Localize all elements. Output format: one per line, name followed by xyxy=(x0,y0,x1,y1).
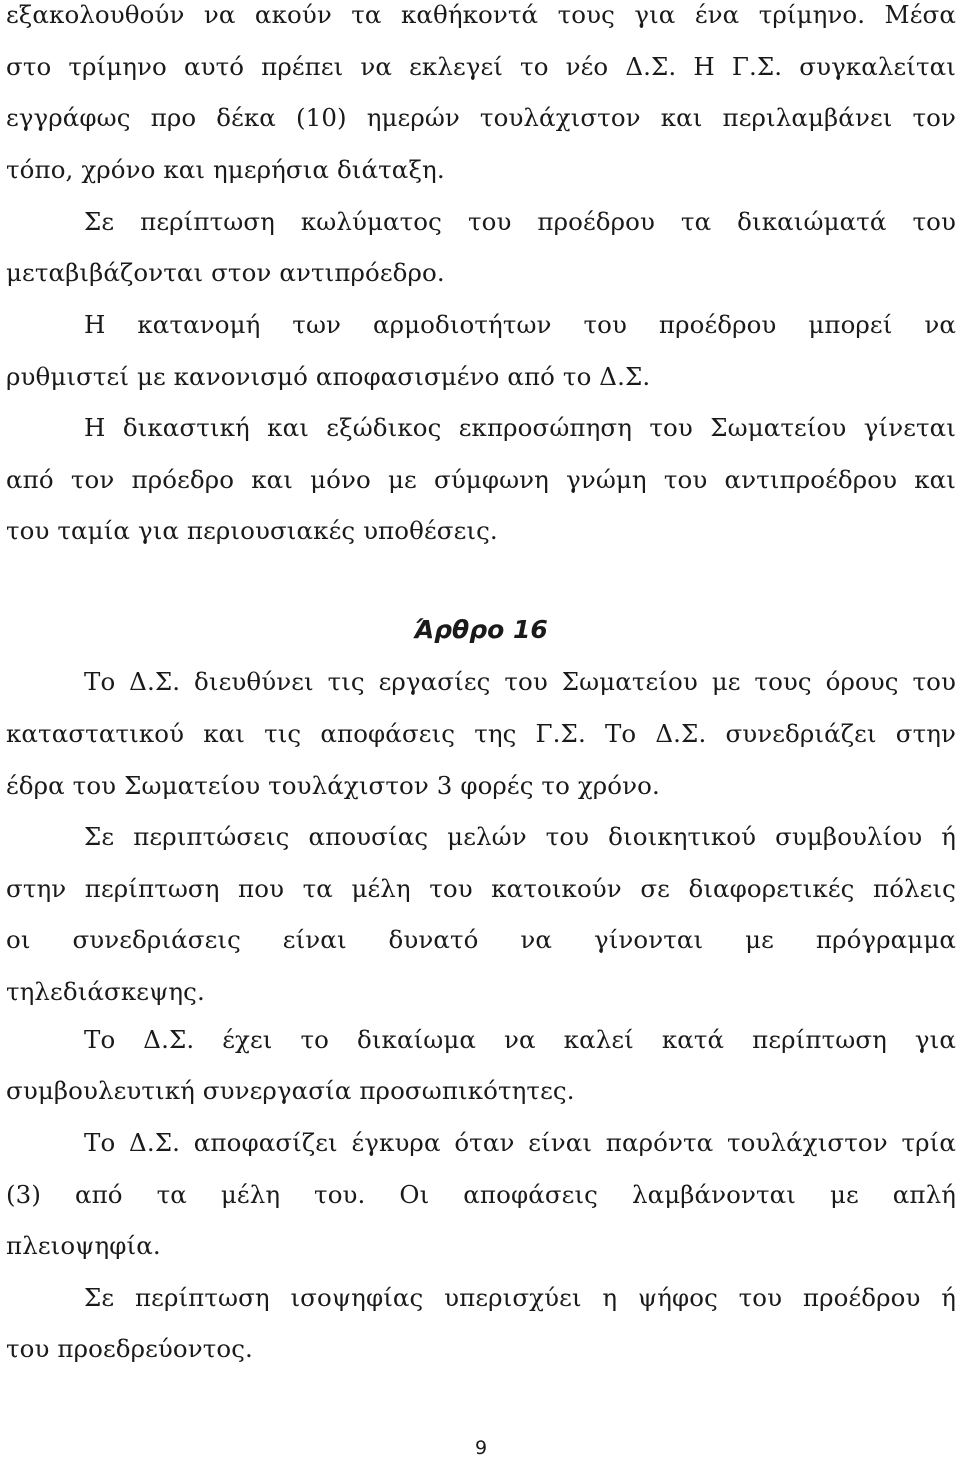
text-line: Το Δ.Σ. έχει το δικαίωμα να καλεί κατά περίπτωση για xyxy=(84,1025,956,1054)
text-line: (3) από τα μέλη του. Οι αποφάσεις λαμβάνονται με απλή xyxy=(6,1180,956,1209)
text-line: καταστατικού και τις αποφάσεις της Γ.Σ. Το Δ.Σ. συνεδριάζει στην xyxy=(6,719,956,748)
text-line: από τον πρόεδρο και μόνο με σύμφωνη γνώμη του αντιπροέδρου και xyxy=(6,465,956,494)
text-line: έδρα του Σωματείου τουλάχιστον 3 φορές το χρόνο. xyxy=(6,771,660,800)
text-line: ρυθμιστεί με κανονισμό αποφασισμένο από το Δ.Σ. xyxy=(6,362,651,391)
text-line: εγγράφως προ δέκα (10) ημερών τουλάχιστον και περιλαμβάνει τον xyxy=(6,103,956,132)
text-line: Το Δ.Σ. αποφασίζει έγκυρα όταν είναι παρόντα τουλάχιστον τρία xyxy=(84,1128,956,1157)
text-line: πλειοψηφία. xyxy=(6,1231,161,1260)
page-number: 9 xyxy=(474,1437,488,1459)
text-line: εξακολουθούν να ακούν τα καθήκοντά τους για ένα τρίμηνο. Μέσα xyxy=(6,0,956,29)
text-line: του προεδρεύοντος. xyxy=(6,1334,253,1363)
text-line: οι συνεδριάσεις είναι δυνατό να γίνονται με πρόγραμμα xyxy=(6,925,956,954)
text-line: συμβουλευτική συνεργασία προσωπικότητες. xyxy=(6,1076,575,1105)
text-line: Η δικαστική και εξώδικος εκπροσώπηση του Σωματείου γίνεται xyxy=(84,413,956,442)
text-line: Σε περίπτωση κωλύματος του προέδρου τα δικαιώματά του xyxy=(84,207,956,236)
text-line: Η κατανομή των αρμοδιοτήτων του προέδρου μπορεί να xyxy=(84,310,956,339)
text-line: του ταμία για περιουσιακές υποθέσεις. xyxy=(6,516,498,545)
text-line: τόπο, χρόνο και ημερήσια διάταξη. xyxy=(6,155,445,184)
article-heading: Άρθρο 16 xyxy=(414,615,548,644)
text-line: μεταβιβάζονται στον αντιπρόεδρο. xyxy=(6,258,445,287)
text-line: στο τρίμηνο αυτό πρέπει να εκλεγεί το νέο Δ.Σ. Η Γ.Σ. συγκαλείται xyxy=(6,52,956,81)
text-line: Το Δ.Σ. διευθύνει τις εργασίες του Σωματείου με τους όρους του xyxy=(84,667,956,696)
text-line: στην περίπτωση που τα μέλη του κατοικούν σε διαφορετικές πόλεις xyxy=(6,874,956,903)
text-line: τηλεδιάσκεψης. xyxy=(6,977,205,1006)
text-line: Σε περιπτώσεις απουσίας μελών του διοικητικού συμβουλίου ή xyxy=(84,822,956,851)
text-line: Σε περίπτωση ισοψηφίας υπερισχύει η ψήφος του προέδρου ή xyxy=(84,1283,956,1312)
